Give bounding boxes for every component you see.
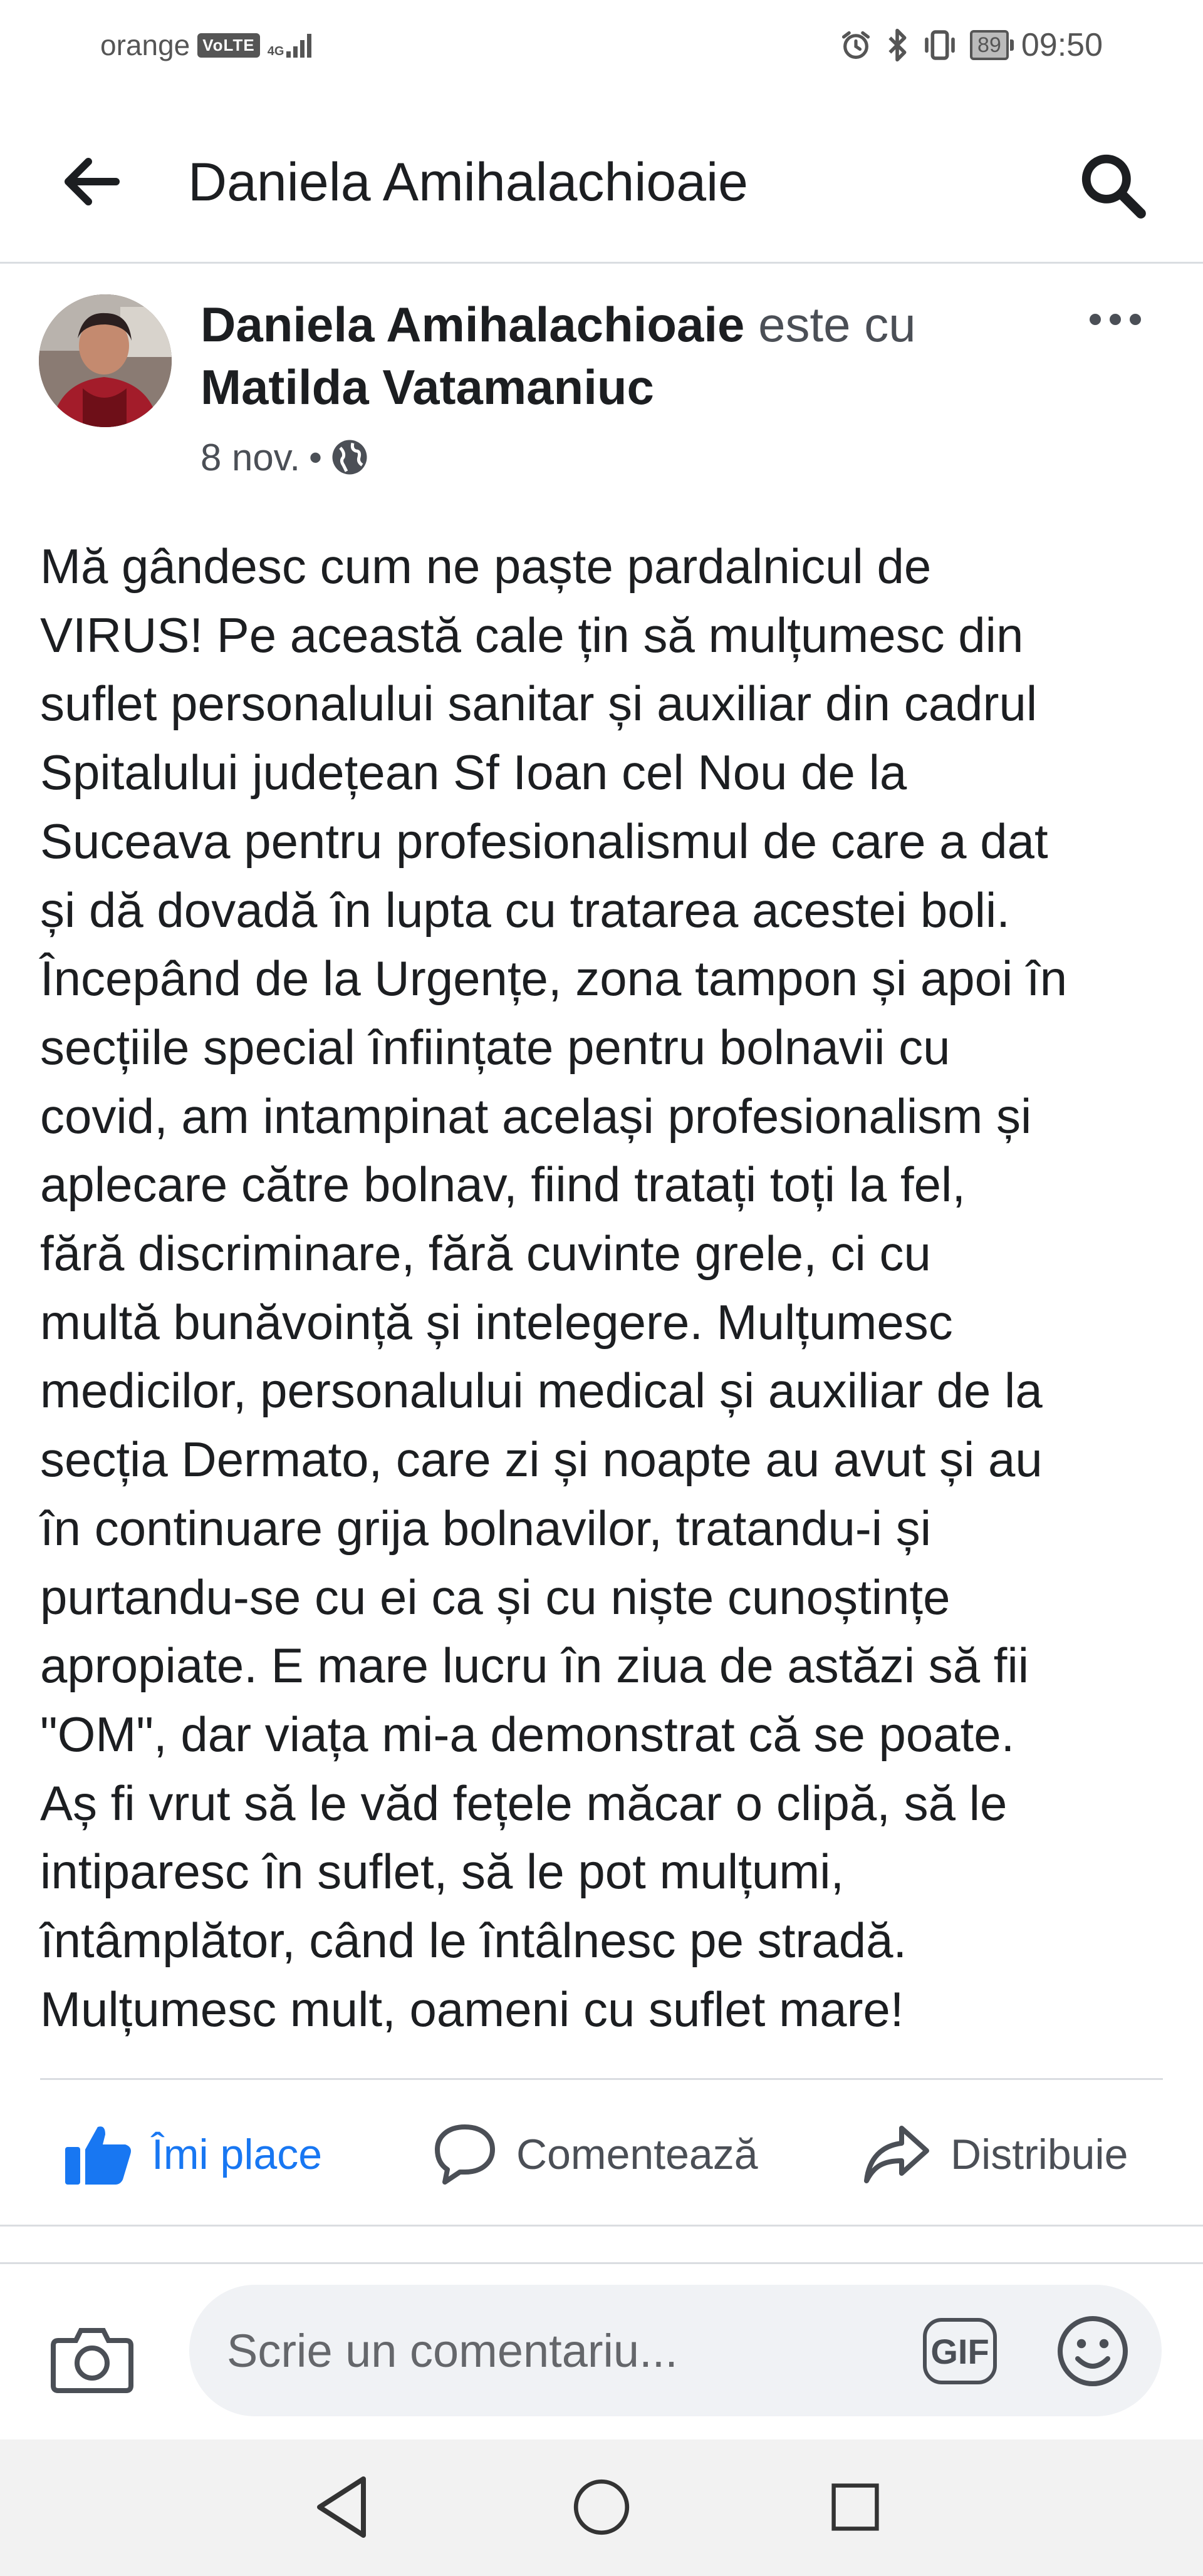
post-line: în continuare grija bolnavilor, tratandu-i și bbox=[40, 1500, 932, 1556]
search-button[interactable] bbox=[1071, 144, 1153, 225]
globe-icon bbox=[331, 438, 368, 476]
comment-input[interactable] bbox=[189, 2285, 1162, 2416]
share-label: Distribuie bbox=[950, 2131, 1128, 2178]
post-line: fără discriminare, fără cuvinte grele, ci cu bbox=[40, 1226, 931, 1281]
camera-button[interactable] bbox=[45, 2317, 139, 2399]
vibrate-icon bbox=[922, 28, 957, 63]
thumbs-up-icon bbox=[63, 2122, 133, 2187]
post-text bbox=[40, 532, 1180, 2044]
post-line: secțiile special înființate pentru bolnavii cu bbox=[40, 1019, 950, 1075]
comment-button[interactable] bbox=[432, 2104, 758, 2205]
arrow-left-icon bbox=[61, 157, 121, 207]
post-line: suflet personalului sanitar și auxiliar din cadrul bbox=[40, 676, 1038, 732]
post-line: secția Dermato, care zi și noapte au avut și au bbox=[40, 1432, 1043, 1487]
more-options-button[interactable] bbox=[1065, 294, 1165, 344]
post-line: Spitalului județean Sf Ioan cel Nou de la bbox=[40, 745, 907, 800]
meta-separator: • bbox=[309, 436, 323, 478]
share-button[interactable] bbox=[862, 2104, 1128, 2205]
triangle-back-icon bbox=[313, 2476, 370, 2538]
nav-recents-button[interactable] bbox=[815, 2466, 896, 2548]
post-line: întâmplător, când le întâlnesc pe stradă. bbox=[40, 1913, 907, 1968]
network-indicator bbox=[268, 33, 312, 58]
post-line: medicilor, personalului medical și auxiliar de la bbox=[40, 1363, 1043, 1419]
post-line: multă bunăvoință și intelegere. Mulțumesc bbox=[40, 1294, 953, 1350]
post-author-line bbox=[200, 293, 1040, 418]
share-arrow-icon bbox=[862, 2123, 932, 2186]
gif-button[interactable] bbox=[920, 2315, 1000, 2387]
app-header bbox=[0, 94, 1203, 264]
post-line: Aș fi vrut să le văd fețele măcar o clipă, să le bbox=[40, 1775, 1008, 1831]
dot-icon bbox=[1130, 314, 1141, 325]
like-button[interactable] bbox=[63, 2104, 322, 2205]
status-bar bbox=[0, 0, 1203, 94]
profile-photo bbox=[39, 294, 172, 427]
dot-icon bbox=[1110, 314, 1121, 325]
post-line: apropiate. E mare lucru în ziua de astăzi să fii bbox=[40, 1638, 1029, 1694]
post-line: covid, am intampinat același profesionalism și bbox=[40, 1088, 1032, 1144]
clock: 09:50 bbox=[1021, 27, 1103, 63]
bluetooth-icon bbox=[885, 28, 910, 63]
nav-back-button[interactable] bbox=[301, 2466, 382, 2548]
tagged-person[interactable]: Matilda Vatamaniuc bbox=[200, 360, 654, 415]
post-line: "OM", dar viața mi-a demonstrat că se poate. bbox=[40, 1706, 1015, 1762]
smiley-icon bbox=[1055, 2314, 1130, 2389]
circle-home-icon bbox=[571, 2477, 632, 2537]
search-icon bbox=[1078, 150, 1147, 219]
author-name[interactable]: Daniela Amihalachioaie bbox=[200, 297, 745, 352]
post-line: Mulțumesc mult, oameni cu suflet mare! bbox=[40, 1981, 904, 2037]
post-line: VIRUS! Pe această cale țin să mulțumesc din bbox=[40, 607, 1024, 663]
post-line: și dă dovadă în lupta cu tratarea acestei boli. bbox=[40, 882, 1010, 938]
square-recents-icon bbox=[828, 2480, 882, 2534]
page-title: Daniela Amihalachioaie bbox=[188, 152, 749, 212]
post-line: intiparesc în suflet, să le pot mulțumi, bbox=[40, 1844, 845, 1900]
camera-icon bbox=[51, 2323, 133, 2393]
nav-home-button[interactable] bbox=[561, 2466, 642, 2548]
network-type: 4G bbox=[267, 44, 284, 58]
emoji-button[interactable] bbox=[1053, 2311, 1133, 2391]
divider bbox=[40, 2078, 1163, 2080]
with-text: este cu bbox=[758, 297, 916, 352]
status-left bbox=[100, 26, 311, 64]
signal-icon bbox=[286, 33, 311, 58]
gif-icon: GIF bbox=[923, 2318, 997, 2384]
divider bbox=[0, 2225, 1203, 2227]
carrier-name: orange bbox=[100, 29, 190, 61]
comment-bubble-icon bbox=[432, 2122, 497, 2187]
alarm-icon bbox=[840, 29, 872, 61]
post-line: Mă gândesc cum ne paște pardalnicul de bbox=[40, 539, 932, 594]
back-button[interactable] bbox=[56, 147, 125, 216]
battery-icon: 89 bbox=[970, 30, 1009, 60]
avatar[interactable] bbox=[39, 294, 172, 427]
comment-label: Comentează bbox=[516, 2131, 758, 2178]
volte-badge: VoLTE bbox=[197, 33, 259, 58]
post-line: aplecare către bolnav, fiind tratați toți la fel, bbox=[40, 1157, 966, 1213]
post-date[interactable]: 8 nov. bbox=[200, 436, 300, 478]
post-line: Suceava pentru profesionalismul de care a dat bbox=[40, 813, 1048, 869]
post-line: purtandu-se cu ei ca și cu niște cunoștințe bbox=[40, 1569, 950, 1625]
post-line: Începând de la Urgențe, zona tampon și apoi în bbox=[40, 951, 1068, 1006]
like-label: Îmi place bbox=[152, 2131, 323, 2178]
post-meta bbox=[200, 432, 368, 482]
dot-icon bbox=[1090, 314, 1101, 325]
status-right bbox=[840, 25, 1103, 65]
